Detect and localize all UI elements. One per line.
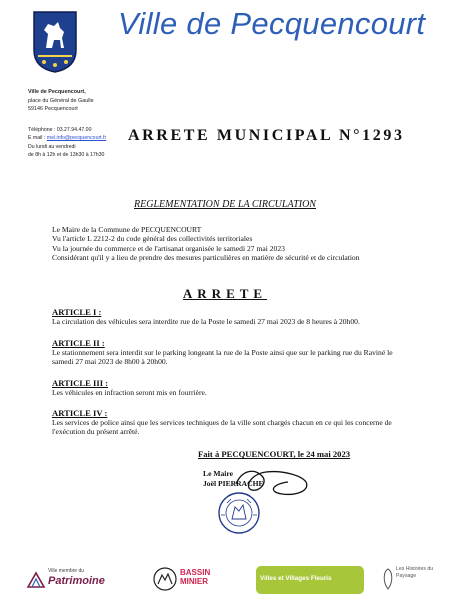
address-line-street: place du Général de Gaulle (28, 97, 94, 104)
town-title: Ville de Pecquencourt (118, 6, 426, 41)
contact-email-label: E mail : (28, 135, 46, 142)
article-1 (52, 307, 402, 326)
article-2 (52, 338, 402, 367)
contact-hours-1: Du lundi au vendredi (28, 143, 76, 150)
article-title: ARTICLE III : (52, 378, 109, 388)
article-title: ARTICLE IV : (52, 408, 108, 418)
signature-role: Le Maire (203, 469, 234, 478)
contact-phone: Téléphone : 03.27.94.47.00 (28, 127, 92, 133)
patrimoine-logo (26, 565, 126, 593)
signature-place-date: Fait à PECQUENCOURT, le 24 mai 2023 (198, 449, 351, 459)
bassin-minier-emblem-icon (152, 566, 178, 592)
article-text: Les véhicules en infraction seront mis en fourrière. (52, 388, 207, 397)
villes-fleuris-logo (256, 566, 364, 594)
document-subject: REGLEMENTATION DE LA CIRCULATION (134, 199, 316, 210)
signature-name: Joël PIERRACHE (203, 479, 264, 488)
address-line-name: Ville de Pecquencourt, (28, 89, 86, 95)
town-address (28, 88, 148, 114)
article-title: ARTICLE II : (52, 338, 105, 348)
histoires-paysage-logo (382, 563, 438, 595)
article-4 (52, 408, 402, 437)
patrimoine-small-text: Ville membre du (48, 568, 85, 574)
article-text: Les services de police ainsi que les services techniques de la ville sont chargés chacun en ce qui les concerne de l'exécution du présent arrêté. (52, 418, 392, 437)
preamble-line: Le Maire de la Commune de PECQUENCOURT (52, 225, 202, 234)
bassin-text: BASSIN (180, 568, 211, 577)
contact-hours-2: de 8h à 12h et de 13h30 à 17h30 (28, 152, 105, 159)
town-crest-logo (32, 10, 78, 74)
bassin-minier-logo (152, 566, 220, 594)
official-seal-stamp (217, 491, 261, 535)
contact-email-link[interactable]: mel.info@pecquencourt.fr (46, 135, 107, 142)
histoires-text: Les Histoires du Paysage (396, 566, 434, 579)
arrete-number: ARRETE MUNICIPAL N°1293 (128, 127, 405, 144)
article-3 (52, 378, 402, 397)
histoires-leaf-icon (382, 567, 394, 591)
patrimoine-emblem-icon (26, 569, 46, 589)
preamble-line: Considérant qu'il y a lieu de prendre des mesures particulières en matière de sécurité et de circulation (52, 253, 360, 263)
villes-fleuris-text: Villes et Villages Fleuris (260, 575, 332, 582)
article-title: ARTICLE I : (52, 307, 102, 317)
preamble-line: Vu la journée du commerce et de l'artisanat organisée le samedi 27 mai 2023 (52, 243, 285, 253)
article-text: La circulation des véhicules sera interdite rue de la Poste le samedi 27 mai 2023 de 8 heures à 20h00. (52, 317, 360, 326)
patrimoine-big-text: Patrimoine (48, 575, 105, 587)
preamble-line: Vu l'article L 2212-2 du code général des collectivités territoriales (52, 234, 253, 244)
address-line-city: 59146 Pecquencourt (28, 106, 78, 113)
minier-text: MINIER (180, 577, 208, 586)
arrete-heading: ARRETE (182, 286, 268, 301)
preamble (52, 225, 412, 263)
article-text: Le stationnement sera interdit sur le parking longeant la rue de la Poste ainsi que sur le parking rue du Raviné le samedi 27 mai 2023 de 8h00 à 20h00. (52, 348, 393, 367)
